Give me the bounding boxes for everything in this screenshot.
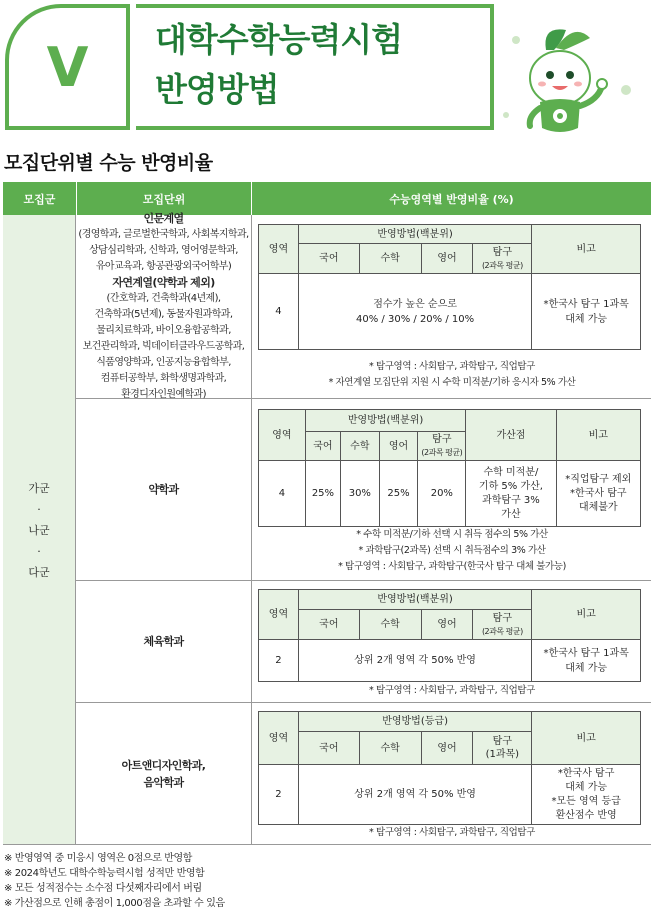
th-korean: 국어	[298, 732, 359, 765]
natural-line: 보건관리학과, 빅데이터클라우드공학과,	[82, 340, 245, 352]
block1-foot2: * 자연계열 모집단위 지원 시 수학 미적분/기하 응시자 5% 가산	[328, 377, 576, 388]
section-title: 모집단위별 수능 반영비율	[4, 152, 213, 174]
th-english: 영어	[379, 432, 418, 461]
natural-line: 식품영양학과, 인공지능융합학부,	[96, 356, 231, 368]
note-line: *한국사 탐구	[570, 487, 627, 499]
cell-math: 30%	[341, 461, 380, 527]
page-title-line1: 대학수학능력시험	[155, 20, 403, 59]
th-math: 수학	[341, 432, 380, 461]
gun-ga: 가군	[28, 481, 50, 495]
cell-korean: 25%	[305, 461, 340, 527]
unit-art-design: 아트앤디자인학과,	[121, 759, 206, 772]
footnote-item: ※ 가산점으로 인해 총점이 1,000점을 초과할 수 있음	[4, 898, 225, 909]
cell-note	[532, 640, 641, 682]
natural-line: 물리치료학과, 바이오융합공학과,	[96, 324, 231, 336]
gun-dot-1: ·	[37, 502, 41, 516]
natural-line: 건축학과(5년제), 동물자원과학과,	[94, 308, 233, 320]
th-method: 반영방법(등급)	[298, 712, 531, 732]
cell-count: 4	[259, 461, 306, 527]
th-tamgu	[473, 244, 532, 274]
th-note: 비고	[532, 590, 641, 640]
unit-cell-humanities-natural	[76, 211, 251, 400]
block3-foot1: * 탐구영역 : 사회탐구, 과학탐구, 직업탐구	[369, 685, 535, 696]
header-ratio: 수능영역별 반영비율 (%)	[251, 182, 651, 215]
th-area: 영역	[259, 590, 299, 640]
ratio-line: 40% / 30% / 20% / 10%	[356, 313, 475, 325]
note-line: *한국사 탐구	[557, 767, 615, 779]
page-title-line2: 반영방법	[155, 70, 279, 109]
humanities-line: (경영학과, 글로벌한국학과, 사회복지학과,	[78, 228, 249, 240]
cell-note	[556, 461, 640, 527]
note-line: 환산점수 반영	[555, 809, 617, 821]
cell-tamgu: 20%	[418, 461, 466, 527]
th-method: 반영방법(백분위)	[305, 410, 465, 432]
th-korean: 국어	[305, 432, 340, 461]
unit-cell-art-music	[76, 703, 251, 845]
unit-cell-physical-education	[76, 581, 251, 703]
block1-foot1: * 탐구영역 : 사회탐구, 과학탐구, 직업탐구	[369, 361, 535, 372]
mascot-illustration	[494, 20, 644, 138]
cell-english: 25%	[379, 461, 418, 527]
unit-cell-pharmacy	[76, 399, 251, 581]
note-line: 대체 가능	[565, 313, 608, 325]
th-area: 영역	[259, 225, 299, 274]
gun-na: 나군	[28, 523, 50, 537]
note-line: 대체 가능	[565, 781, 608, 793]
block4-foot1: * 탐구영역 : 사회탐구, 과학탐구, 직업탐구	[369, 827, 535, 838]
ratio-line: 점수가 높은 순으로	[373, 298, 457, 310]
note-line: *직업탐구 제외	[565, 473, 632, 485]
block2-foot3: * 탐구영역 : 사회탐구, 과학탐구(한국사 탐구 대체 불가능)	[338, 561, 566, 572]
th-tamgu-label: 탐구	[492, 736, 512, 747]
footnote-item: ※ 2024학년도 대학수학능력시험 성적만 반영함	[4, 868, 205, 879]
bonus-line: 가산	[501, 508, 521, 520]
note-line: 대체 가능	[565, 662, 608, 674]
humanities-line: 유아교육과, 항공관광외국어학부)	[95, 260, 232, 272]
note-line: *한국사 탐구 1과목	[543, 298, 629, 310]
natural-line: 컴퓨터공학부, 화학생명과학과,	[100, 372, 227, 384]
th-bonus: 가산점	[466, 410, 556, 461]
th-tamgu-sub: (2과목 평균)	[481, 626, 523, 636]
th-tamgu-label: 탐구	[492, 246, 512, 258]
th-tamgu-label: 탐구	[492, 612, 512, 624]
th-tamgu	[473, 732, 532, 765]
footnote-item: ※ 모든 성적점수는 소수점 다섯째자리에서 버림	[4, 883, 202, 894]
ratio-table-2	[258, 409, 641, 527]
bonus-line: 수학 미적분/	[483, 466, 539, 478]
cell-note	[532, 765, 641, 825]
ratio-block-1	[251, 215, 651, 399]
th-english: 영어	[421, 732, 473, 765]
block2-foot1: * 수학 미적분/기하 선택 시 취득 점수의 5% 가산	[356, 529, 548, 540]
th-math: 수학	[359, 610, 421, 640]
th-english: 영어	[421, 244, 473, 274]
th-area: 영역	[259, 712, 299, 765]
cell-count: 4	[259, 274, 299, 350]
ratio-table-1	[258, 224, 641, 350]
note-line: *모든 영역 등급	[551, 795, 621, 807]
unit-physical-education: 체육학과	[143, 635, 184, 648]
th-english: 영어	[421, 610, 473, 640]
table-bottom-border	[3, 844, 651, 845]
th-note: 비고	[532, 712, 641, 765]
th-korean: 국어	[298, 244, 359, 274]
unit-pharmacy: 약학과	[148, 483, 179, 496]
th-tamgu	[473, 610, 532, 640]
header-gun: 모집군	[3, 182, 76, 215]
ratio-block-3	[251, 581, 651, 703]
header-unit: 모집단위	[76, 182, 251, 215]
th-tamgu-label: 탐구	[432, 434, 452, 445]
cell-ratio	[298, 274, 531, 350]
th-tamgu-sub: (2과목 평균)	[481, 260, 523, 270]
note-line: 대체불가	[578, 501, 618, 513]
bonus-line: 기하 5% 가산,	[478, 480, 543, 492]
th-math: 수학	[359, 732, 421, 765]
chapter-number: Ⅴ	[46, 35, 89, 99]
ratio-table-3	[258, 589, 641, 682]
cell-bonus	[466, 461, 556, 527]
footnote-item: ※ 반영영역 중 미응시 영역은 0점으로 반영함	[4, 853, 193, 864]
ratio-table-4	[258, 711, 641, 825]
page-header	[0, 0, 653, 140]
natural-line: (간호학과, 건축학과(4년제),	[106, 292, 221, 304]
ratio-block-4	[251, 703, 651, 845]
th-area: 영역	[259, 410, 306, 461]
cell-ratio: 상위 2개 영역 각 50% 반영	[298, 765, 531, 825]
category-natural: 자연계열(약학과 제외)	[112, 275, 215, 289]
th-tamgu-sub: (1과목)	[485, 749, 520, 760]
category-humanities: 인문계열	[143, 211, 184, 225]
cell-count: 2	[259, 640, 299, 682]
humanities-line: 상담심리학과, 신학과, 영어영문학과,	[89, 244, 238, 256]
bonus-line: 과학탐구 3%	[482, 494, 540, 506]
th-method: 반영방법(백분위)	[298, 225, 531, 244]
chapter-number-box	[5, 4, 130, 130]
natural-line: 환경디자인원예학과)	[121, 388, 206, 400]
block2-foot2: * 과학탐구(2과목) 선택 시 취득점수의 3% 가산	[358, 545, 546, 556]
cell-note	[532, 274, 641, 350]
th-korean: 국어	[298, 610, 359, 640]
cell-count: 2	[259, 765, 299, 825]
unit-music: 음악학과	[143, 776, 184, 789]
th-tamgu-sub: (2과목 평균)	[421, 448, 463, 457]
gun-dot-2: ·	[37, 544, 41, 558]
ratio-block-2	[251, 399, 651, 581]
th-note: 비고	[556, 410, 640, 461]
gun-cell	[3, 215, 76, 845]
footnotes	[4, 851, 225, 911]
cell-ratio: 상위 2개 영역 각 50% 반영	[298, 640, 531, 682]
gun-da: 다군	[28, 565, 50, 579]
th-method: 반영방법(백분위)	[298, 590, 531, 610]
th-note: 비고	[532, 225, 641, 274]
note-line: *한국사 탐구 1과목	[543, 647, 629, 659]
th-math: 수학	[359, 244, 421, 274]
th-tamgu	[418, 432, 466, 461]
